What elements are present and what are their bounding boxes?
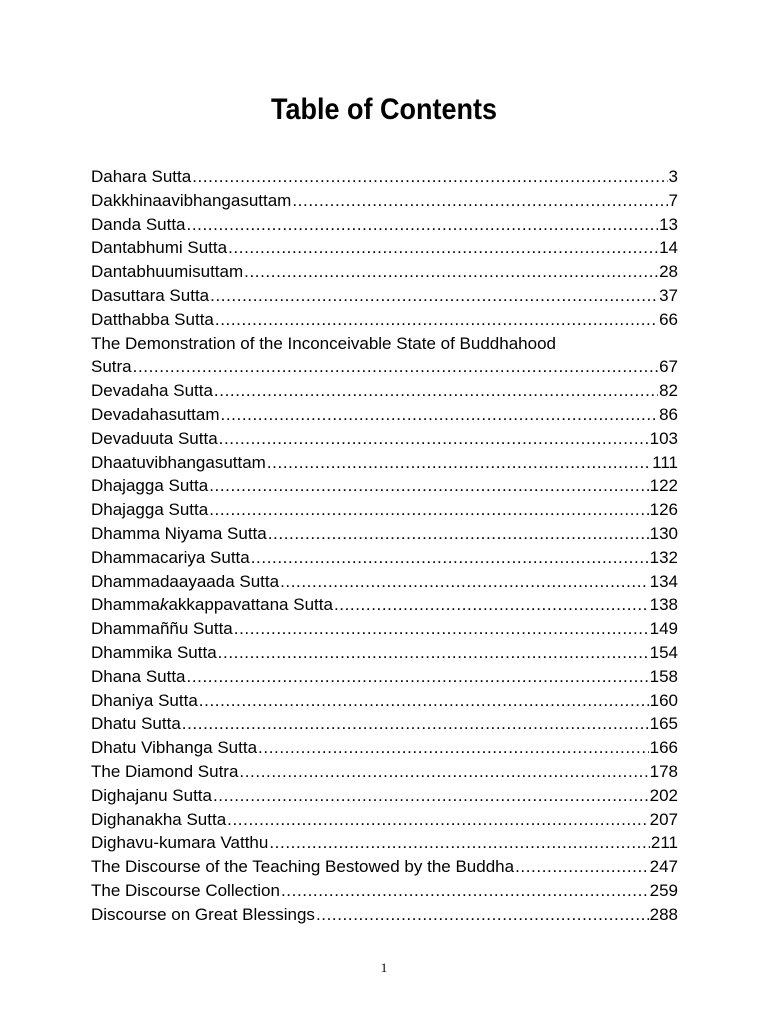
toc-entry-label: Dasuttara Sutta: [91, 285, 210, 305]
toc-entry[interactable]: [91, 284, 678, 308]
toc-entry-label: Dighanakha Sutta: [91, 809, 227, 829]
toc-dot-leader: [221, 403, 659, 427]
toc-entry[interactable]: [91, 712, 678, 736]
toc-entry-page: 288: [649, 904, 678, 924]
toc-entry[interactable]: [91, 403, 678, 427]
toc-entry-page: 14: [659, 238, 678, 258]
toc-dot-leader: [187, 665, 649, 689]
toc-entry[interactable]: [91, 831, 678, 855]
toc-entry-label: Dhammadaayaada Sutta: [91, 571, 280, 591]
toc-entry-label-part: akkappavattana Sutta: [168, 595, 333, 615]
toc-entry-page: 211: [650, 833, 678, 853]
toc-dot-leader: [244, 260, 658, 284]
toc-entry-label: Dhatu Vibhanga Sutta: [91, 738, 258, 758]
toc-entry[interactable]: [91, 570, 678, 594]
toc-dot-leader: [258, 736, 649, 760]
toc-entry-label: Dhammacariya Sutta: [91, 547, 250, 567]
toc-dot-leader: [215, 308, 658, 332]
toc-entry-page: 165: [649, 714, 678, 734]
toc-dot-leader: [199, 689, 649, 713]
toc-entry[interactable]: [91, 641, 678, 665]
toc-entry-label: Dhajagga Sutta: [91, 500, 209, 520]
toc-entry-page: 13: [659, 214, 678, 234]
toc-entry-label: The Discourse Collection: [91, 880, 280, 900]
toc-entry[interactable]: [91, 736, 678, 760]
toc-entry-label: Dhammaññu Sutta: [91, 619, 233, 639]
toc-entry-label-italic: k: [159, 595, 169, 615]
toc-entry[interactable]: [91, 260, 678, 284]
toc-dot-leader: [267, 451, 651, 475]
toc-entry-page: 126: [649, 500, 678, 520]
toc-entry-page: 132: [649, 547, 678, 567]
toc-entry-page: 3: [668, 167, 678, 186]
toc-entry[interactable]: [91, 308, 678, 332]
toc-entry[interactable]: [91, 879, 678, 903]
toc-entry-label: Devadahasuttam: [91, 404, 220, 424]
toc-dot-leader: [292, 189, 667, 213]
toc-entry-label: Dantabhumi Sutta: [91, 238, 228, 258]
toc-entry-page: 202: [649, 785, 678, 805]
toc-entry-page: 28: [659, 262, 678, 282]
toc-entry-label-part: Dhamma: [91, 595, 160, 615]
toc-entry[interactable]: [91, 451, 678, 475]
toc-entry-page: 111: [652, 452, 678, 472]
toc-entry-page: 122: [649, 476, 678, 496]
toc-entry[interactable]: [91, 427, 678, 451]
toc-entry-page: 247: [649, 857, 678, 877]
toc-entry[interactable]: [91, 760, 678, 784]
toc-entry[interactable]: [91, 474, 678, 498]
toc-entry-label: Datthabba Sutta: [91, 309, 214, 329]
toc-entry[interactable]: [91, 165, 678, 189]
toc-entry-label: Dahara Sutta: [91, 167, 192, 186]
toc-dot-leader: [133, 355, 658, 379]
toc-entry-page: 138: [649, 595, 678, 615]
toc-dot-leader: [214, 379, 658, 403]
toc-entry-page: 154: [649, 642, 678, 662]
toc-entry-page: 259: [649, 880, 678, 900]
toc-entry-label: Dhajagga Sutta: [91, 476, 209, 496]
toc-dot-leader: [280, 570, 649, 594]
toc-entry[interactable]: [91, 784, 678, 808]
toc-entry-page: 67: [659, 357, 678, 377]
toc-dot-leader: [219, 427, 649, 451]
toc-list: [91, 165, 678, 927]
toc-dot-leader: [182, 712, 649, 736]
toc-entry-label: Devadaha Sutta: [91, 381, 213, 401]
toc-entry-page: 103: [649, 428, 678, 448]
toc-entry[interactable]: [91, 189, 678, 213]
toc-dot-leader: [218, 641, 649, 665]
toc-entry-page: 158: [649, 666, 678, 686]
toc-title: Table of Contents: [270, 93, 497, 126]
toc-entry-label: Devaduuta Sutta: [91, 428, 218, 448]
toc-entry-page: 149: [649, 619, 678, 639]
toc-entry-page: 207: [649, 809, 678, 829]
toc-entry-page: 160: [649, 690, 678, 710]
toc-entry[interactable]: [91, 855, 678, 879]
toc-entry-two-line[interactable]: [91, 332, 678, 380]
toc-entry-page: 82: [659, 381, 678, 401]
toc-entry-page: 37: [659, 285, 678, 305]
toc-entry-label: Danda Sutta: [91, 214, 186, 234]
toc-entry-label: Dhatu Sutta: [91, 714, 181, 734]
toc-entry-label: Dhaatuvibhangasuttam: [91, 452, 266, 472]
toc-dot-leader: [269, 831, 650, 855]
toc-dot-leader: [227, 808, 648, 832]
toc-entry-label: The Diamond Sutra: [91, 761, 239, 781]
toc-entry[interactable]: [91, 213, 678, 237]
toc-dot-leader: [268, 522, 649, 546]
toc-entry-label: [91, 593, 333, 617]
toc-dot-leader: [334, 593, 649, 617]
toc-entry-page: 86: [659, 404, 678, 424]
toc-entry-label: Dantabhuumisuttam: [91, 262, 244, 282]
toc-dot-leader: [213, 784, 649, 808]
toc-entry-page: 134: [649, 571, 678, 591]
toc-dot-leader: [316, 903, 649, 927]
toc-entry[interactable]: [91, 379, 678, 403]
toc-entry-page: 178: [649, 761, 678, 781]
toc-entry-page: 130: [649, 523, 678, 543]
toc-dot-leader: [209, 498, 648, 522]
toc-entry-label: Discourse on Great Blessings: [91, 904, 315, 924]
toc-dot-leader: [209, 474, 648, 498]
toc-entry-label: Dakkhinaavibhangasuttam: [91, 190, 292, 210]
toc-entry[interactable]: [91, 593, 678, 617]
toc-entry-page: 166: [649, 738, 678, 758]
toc-dot-leader: [187, 213, 659, 237]
toc-entry[interactable]: [91, 236, 678, 260]
toc-entry-label: Dhammika Sutta: [91, 642, 217, 662]
toc-entry-label: Dhaniya Sutta: [91, 690, 198, 710]
toc-dot-leader: [210, 284, 658, 308]
toc-entry-label: Dighajanu Sutta: [91, 785, 212, 805]
toc-entry-label-line1: The Demonstration of the Inconceivable State of Buddhahood: [91, 333, 556, 353]
toc-dot-leader: [234, 617, 649, 641]
toc-entry[interactable]: [91, 808, 678, 832]
toc-entry[interactable]: [91, 522, 678, 546]
toc-entry-page: 66: [659, 309, 678, 329]
toc-entry[interactable]: [91, 617, 678, 641]
toc-dot-leader: [515, 855, 649, 879]
toc-entry[interactable]: [91, 689, 678, 713]
toc-entry[interactable]: [91, 903, 678, 927]
toc-entry-label: The Discourse of the Teaching Bestowed by the Buddha: [91, 857, 515, 877]
toc-dot-leader: [281, 879, 649, 903]
toc-dot-leader: [251, 546, 649, 570]
toc-entry-label: Dighavu-kumara Vatthu: [91, 833, 269, 853]
page-number: 1: [380, 960, 388, 975]
toc-dot-leader: [192, 165, 667, 189]
toc-entry-label: Dhana Sutta: [91, 666, 186, 686]
toc-entry[interactable]: [91, 546, 678, 570]
toc-entry[interactable]: [91, 665, 678, 689]
toc-entry[interactable]: [91, 498, 678, 522]
toc-entry-label-line2: Sutra: [91, 357, 132, 377]
toc-dot-leader: [239, 760, 648, 784]
toc-dot-leader: [228, 236, 658, 260]
toc-entry-label: Dhamma Niyama Sutta: [91, 523, 267, 543]
toc-entry-page: 7: [668, 190, 678, 210]
